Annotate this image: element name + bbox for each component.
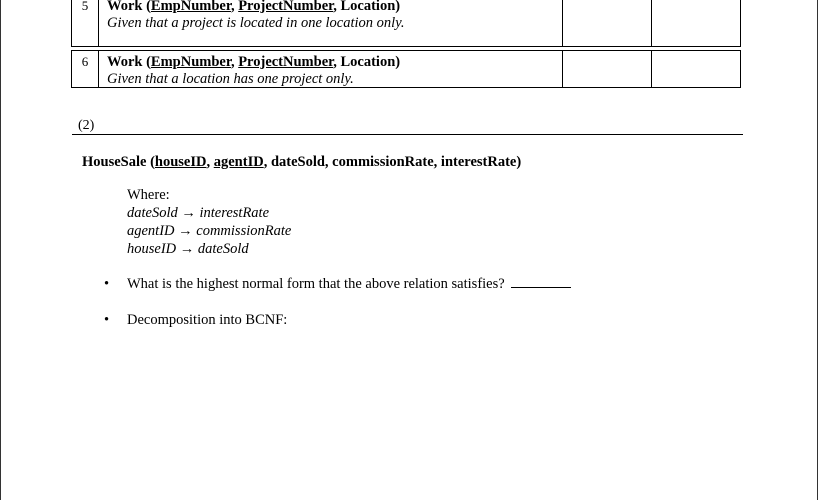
relation-note: Given that a location has one project only. bbox=[107, 71, 354, 87]
answer-cell bbox=[652, 0, 741, 47]
relation-schema: Work (EmpNumber, ProjectNumber, Location) bbox=[107, 54, 401, 70]
table-row bbox=[72, 51, 741, 88]
functional-dependency: dateSold → interestRate bbox=[127, 205, 270, 221]
question-text: Decomposition into BCNF: bbox=[127, 312, 288, 328]
row-content bbox=[99, 0, 563, 47]
relations-table bbox=[71, 0, 741, 88]
row-number: 6 bbox=[72, 51, 99, 88]
page-border-right bbox=[817, 0, 818, 500]
answer-cell bbox=[563, 51, 652, 88]
where-label: Where: bbox=[127, 187, 170, 203]
section-label: (2) bbox=[78, 118, 95, 133]
relation-note: Given that a project is located in one location only. bbox=[107, 15, 405, 31]
dependency-block bbox=[127, 186, 291, 258]
table-row bbox=[72, 0, 741, 47]
answer-cell bbox=[652, 51, 741, 88]
question-text: What is the highest normal form that the above relation satisfies? bbox=[127, 276, 505, 292]
functional-dependency: houseID → dateSold bbox=[127, 241, 249, 257]
row-number: 5 bbox=[72, 0, 99, 47]
answer-blank[interactable] bbox=[511, 277, 571, 288]
bullet-icon: • bbox=[104, 312, 110, 328]
housesale-relation: HouseSale (houseID, agentID, dateSold, commissionRate, interestRate) bbox=[82, 154, 522, 170]
row-content bbox=[99, 51, 563, 88]
section-divider bbox=[72, 134, 743, 135]
page-border-left bbox=[0, 0, 1, 500]
functional-dependency: agentID → commissionRate bbox=[127, 223, 292, 239]
relation-schema: Work (EmpNumber, ProjectNumber, Location) bbox=[107, 0, 401, 14]
answer-cell bbox=[563, 0, 652, 47]
bullet-icon: • bbox=[104, 276, 110, 292]
